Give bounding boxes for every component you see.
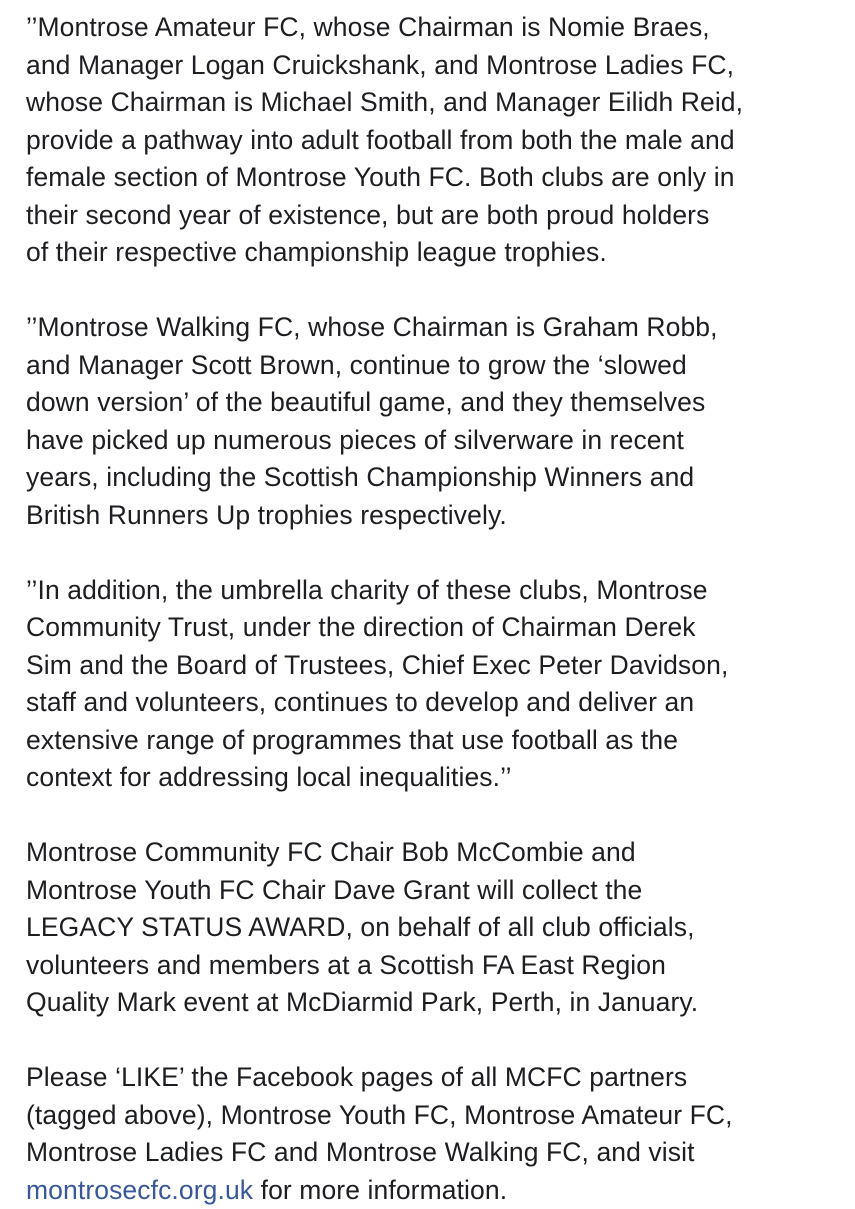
text-line: LEGACY STATUS AWARD, on behalf of all club officials,: [26, 909, 851, 947]
text-line: years, including the Scottish Championship Winners and: [26, 459, 851, 497]
text-line: provide a pathway into adult football from both the male and: [26, 122, 851, 160]
text-line: down version’ of the beautiful game, and they themselves: [26, 384, 851, 422]
text-line: ’’In addition, the umbrella charity of these clubs, Montrose: [26, 572, 851, 610]
post-body: [26, 9, 851, 1209]
text-line: and Manager Scott Brown, continue to grow the ‘slowed: [26, 347, 851, 385]
text-line: British Runners Up trophies respectively.: [26, 497, 851, 535]
paragraph-amateur-ladies: [26, 9, 851, 272]
paragraph-like-pages: [26, 1059, 851, 1209]
text-line: whose Chairman is Michael Smith, and Manager Eilidh Reid,: [26, 84, 851, 122]
link-trailing-text: for more information.: [253, 1175, 507, 1205]
text-line: female section of Montrose Youth FC. Both clubs are only in: [26, 159, 851, 197]
text-line: have picked up numerous pieces of silverware in recent: [26, 422, 851, 460]
website-link[interactable]: montrosecfc.org.uk: [26, 1175, 253, 1205]
text-line: Community Trust, under the direction of Chairman Derek: [26, 609, 851, 647]
text-line: staff and volunteers, continues to develop and deliver an: [26, 684, 851, 722]
text-line-with-link: [26, 1172, 851, 1209]
text-line: volunteers and members at a Scottish FA East Region: [26, 947, 851, 985]
text-line: Montrose Youth FC Chair Dave Grant will collect the: [26, 872, 851, 910]
text-line: ’’Montrose Walking FC, whose Chairman is Graham Robb,: [26, 309, 851, 347]
text-line: (tagged above), Montrose Youth FC, Montrose Amateur FC,: [26, 1097, 851, 1135]
text-line: context for addressing local inequalities.’’: [26, 759, 851, 797]
text-line: Sim and the Board of Trustees, Chief Exec Peter Davidson,: [26, 647, 851, 685]
text-line: and Manager Logan Cruickshank, and Montrose Ladies FC,: [26, 47, 851, 85]
text-line: ’’Montrose Amateur FC, whose Chairman is Nomie Braes,: [26, 9, 851, 47]
text-line: Montrose Community FC Chair Bob McCombie and: [26, 834, 851, 872]
text-line: Quality Mark event at McDiarmid Park, Perth, in January.: [26, 984, 851, 1022]
text-line: extensive range of programmes that use football as the: [26, 722, 851, 760]
text-line: Montrose Ladies FC and Montrose Walking FC, and visit: [26, 1134, 851, 1172]
paragraph-community-trust: [26, 572, 851, 797]
text-line: of their respective championship league trophies.: [26, 234, 851, 272]
paragraph-legacy-award: [26, 834, 851, 1022]
text-line: Please ‘LIKE’ the Facebook pages of all MCFC partners: [26, 1059, 851, 1097]
text-line: their second year of existence, but are both proud holders: [26, 197, 851, 235]
paragraph-walking-fc: [26, 309, 851, 534]
